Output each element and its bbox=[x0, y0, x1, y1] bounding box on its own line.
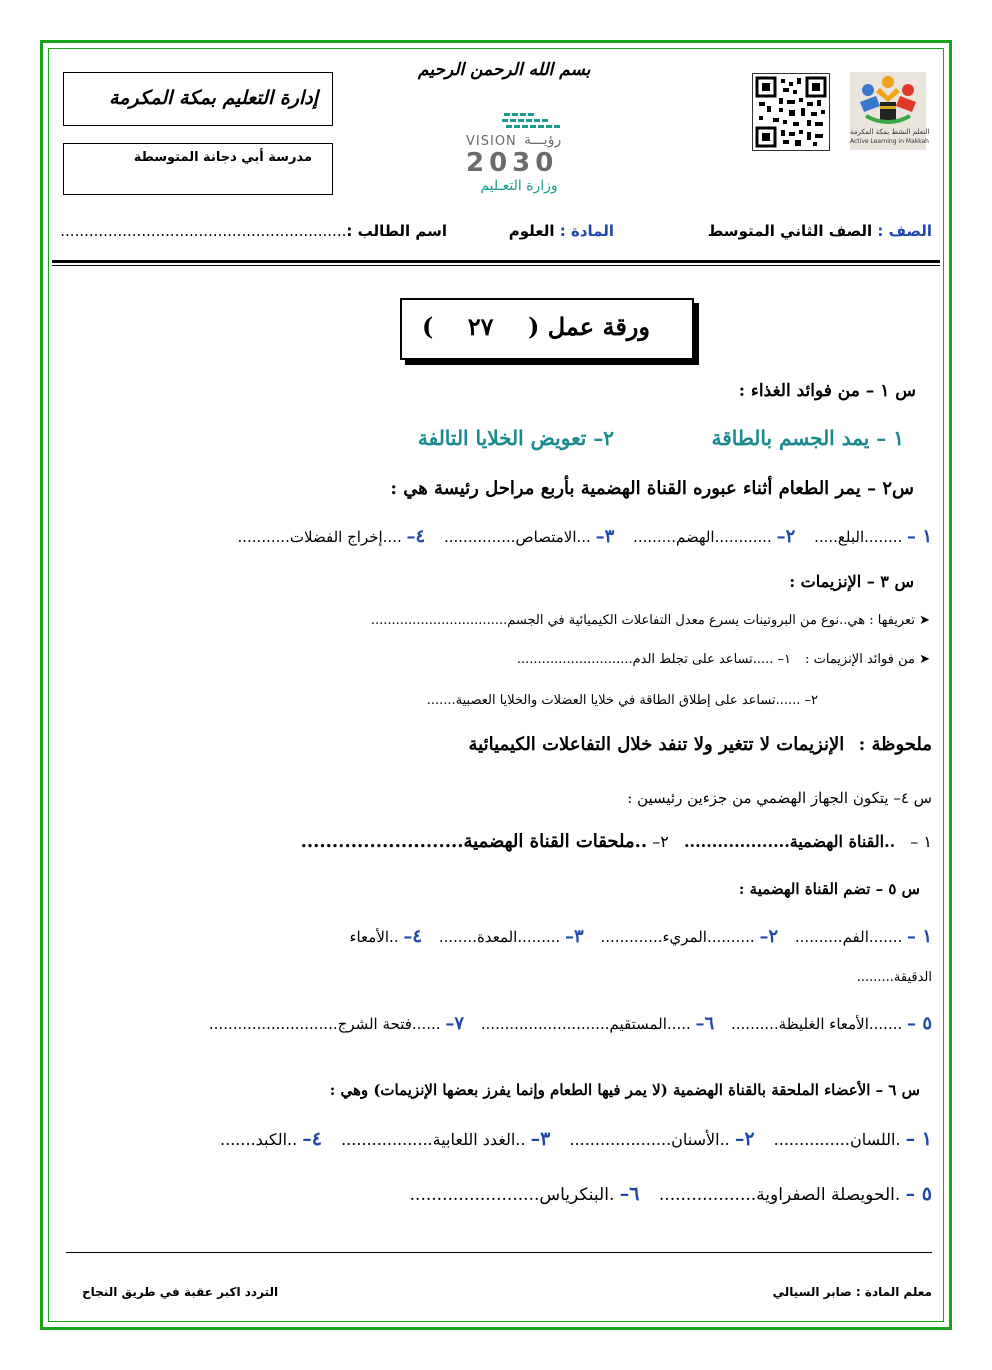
q3-definition bbox=[371, 613, 930, 628]
footer-motto: التردد اكبر عقبة في طريق النجاح bbox=[82, 1285, 279, 1299]
q6-num-1: ١ – bbox=[905, 1128, 932, 1150]
worksheet-title bbox=[422, 312, 650, 341]
q5-row-1 bbox=[349, 926, 932, 947]
header-divider bbox=[52, 260, 940, 263]
subject-field bbox=[509, 222, 614, 240]
q4-num-2: ٢– bbox=[652, 832, 669, 851]
q4-answers-row bbox=[301, 831, 932, 852]
q3-benefits-label: من فوائد الإنزيمات : bbox=[805, 652, 915, 667]
q3-benefit-1[interactable]: .....تساعد على تجلط الدم............................ bbox=[516, 652, 774, 667]
q6-answer-6[interactable]: .البنكرياس........................ bbox=[409, 1185, 615, 1205]
vision-year: 2030 bbox=[466, 148, 559, 178]
q3-def-value[interactable]: نوع من البروتينات يسرع معدل التفاعلات الكيميائية في الجسم................................. bbox=[370, 613, 840, 628]
q3-benefit-2-num: ٢– bbox=[804, 693, 818, 708]
q2-num-2: ٢– bbox=[776, 526, 796, 547]
q5-num-1: ١ – bbox=[907, 926, 932, 947]
admin-box bbox=[63, 72, 333, 126]
q5-answer-5[interactable]: .......الأمعاء الغليظة.......... bbox=[731, 1015, 903, 1033]
grade-field bbox=[708, 222, 932, 240]
q3-benefit-2[interactable]: ......تساعد على إطلاق الطاقة في خلايا العضلات والخلايا العصبية....... bbox=[426, 693, 801, 708]
arrow-bullet-icon: ➤ bbox=[919, 613, 930, 628]
qr-code-icon bbox=[752, 73, 830, 151]
q2-num-1: ١ – bbox=[907, 526, 932, 547]
q2-answers-row bbox=[237, 526, 932, 547]
logo-caption: التعلم النشط بمكة المكرمة bbox=[850, 128, 930, 136]
subject-value: العلوم bbox=[508, 222, 555, 240]
q6-answer-3[interactable]: ..الغدد اللعابية.................. bbox=[341, 1130, 526, 1149]
q6-row-1 bbox=[220, 1128, 932, 1150]
q5-question: س ٥ – تضم القناة الهضمية : bbox=[738, 880, 920, 898]
vision-2030-logo bbox=[466, 108, 578, 198]
q4-num-1: ١ – bbox=[910, 832, 932, 851]
student-dots[interactable]: ............................................................ bbox=[60, 222, 347, 240]
q3-def-label: تعريفها : هي.. bbox=[839, 613, 915, 628]
q5-answer-3[interactable]: .........المعدة........ bbox=[438, 928, 561, 946]
q1-question: س ١ – من فوائد الغذاء : bbox=[738, 381, 916, 401]
q2-answer-4[interactable]: ....إخراج الفضلات........... bbox=[237, 528, 402, 546]
teacher-name: معلم المادة : صابر السيالي bbox=[772, 1285, 932, 1299]
q4-question: س ٤– يتكون الجهاز الهضمي من جزءين رئيسين : bbox=[627, 789, 932, 807]
school-label: مدرسة أبي دجانة المتوسطة bbox=[133, 150, 312, 165]
q6-row-2 bbox=[410, 1183, 932, 1205]
q6-question: س ٦ – الأعضاء الملحقة بالقناة الهضمية (لا يمر فيها الطعام وإنما يفرز بعضها الإنزيمات) وهي : bbox=[329, 1081, 920, 1099]
q2-answer-3[interactable]: ...الامتصاص............... bbox=[443, 528, 591, 546]
note-text: الإنزيمات لا تتغير ولا تنفد خلال التفاعلات الكيميائية bbox=[468, 734, 845, 755]
grade-label: الصف : bbox=[877, 222, 932, 240]
vision-word: VISION bbox=[466, 134, 517, 149]
q6-num-5: ٥ – bbox=[905, 1183, 932, 1205]
subject-label: المادة : bbox=[559, 222, 614, 240]
q2-answer-2[interactable]: ............الهضم......... bbox=[633, 528, 772, 546]
q5-num-3: ٣– bbox=[565, 926, 584, 947]
q6-answer-5[interactable]: .الحويصلة الصفراوية.................. bbox=[658, 1185, 901, 1205]
arrow-bullet-icon: ➤ bbox=[919, 652, 930, 667]
q4-answer-1[interactable]: ..القناة الهضمية................... bbox=[683, 832, 896, 851]
q6-num-3: ٣– bbox=[530, 1128, 551, 1150]
q6-num-4: ٤– bbox=[302, 1128, 322, 1150]
q3-question: س ٣ – الإنزيمات : bbox=[789, 572, 914, 591]
q6-answer-2[interactable]: ..الأسنان.................... bbox=[569, 1130, 730, 1149]
note-label: ملحوظة : bbox=[858, 734, 932, 755]
q5-row-2 bbox=[209, 1013, 932, 1034]
ministry-label: وزارة التعـليم bbox=[480, 178, 558, 194]
q5-num-2: ٢– bbox=[759, 926, 779, 947]
children-kaaba-icon bbox=[850, 72, 926, 128]
q5-answer-2[interactable]: ..........المريء............. bbox=[600, 928, 755, 946]
vision-ar: رؤيـــة bbox=[524, 132, 562, 148]
q5-num-7: ٧– bbox=[445, 1013, 464, 1034]
q5-answer-7[interactable]: ......فتحة الشرج........................... bbox=[208, 1015, 441, 1033]
q2-answer-1[interactable]: ........البلع..... bbox=[814, 528, 903, 546]
q4-answer-2[interactable]: ..ملحقات القناة الهضمية.......................... bbox=[300, 831, 648, 852]
q5-answer-6[interactable]: .....المستقيم........................... bbox=[480, 1015, 691, 1033]
logo-caption-en: Active Learning in Makkah bbox=[850, 138, 929, 145]
title-number: ٢٧ bbox=[467, 312, 494, 341]
q3-benefits bbox=[517, 652, 930, 667]
school-box bbox=[63, 143, 333, 195]
active-learning-logo bbox=[850, 72, 930, 150]
q5-num-6: ٦– bbox=[695, 1013, 715, 1034]
q5-num-4: ٤– bbox=[403, 926, 423, 947]
q3-benefit-1-num: ١– bbox=[777, 652, 792, 667]
title-close: ) bbox=[421, 312, 434, 341]
title-label: ورقة عمل ( bbox=[528, 312, 650, 341]
q6-num-6: ٦– bbox=[619, 1183, 640, 1205]
q5-answer-4[interactable]: ..الأمعاء bbox=[349, 928, 399, 946]
grade-value: الصف الثاني المتوسط bbox=[707, 222, 873, 240]
q2-num-3: ٣– bbox=[595, 526, 615, 547]
q1-answer-2: ٢– تعويض الخلايا التالفة bbox=[417, 426, 614, 450]
q6-num-2: ٢– bbox=[734, 1128, 755, 1150]
q2-num-4: ٤– bbox=[406, 526, 426, 547]
q5-answer-1[interactable]: .......الفم.......... bbox=[794, 928, 903, 946]
bismillah: بسم الله الرحمن الرحيم bbox=[418, 60, 591, 80]
worksheet-title-box bbox=[400, 298, 694, 360]
admin-label: إدارة التعليم بمكة المكرمة bbox=[109, 87, 318, 109]
header-divider-thin bbox=[52, 265, 940, 266]
student-name-field[interactable] bbox=[60, 222, 447, 240]
q5-num-5: ٥ – bbox=[907, 1013, 932, 1034]
note bbox=[469, 734, 932, 755]
q2-question: س٢ – يمر الطعام أثناء عبوره القناة الهضمية بأربع مراحل رئيسة هي : bbox=[390, 478, 914, 499]
q5-answer-4-cont[interactable]: الدقيقة......... bbox=[856, 970, 932, 985]
q6-answer-1[interactable]: .اللسان............... bbox=[773, 1130, 901, 1149]
q1-answer-1: ١ – يمد الجسم بالطاقة bbox=[711, 426, 904, 450]
q3-benefit-2-row bbox=[427, 693, 818, 708]
student-label: اسم الطالب : bbox=[346, 222, 447, 240]
footer-divider bbox=[66, 1252, 932, 1253]
q6-answer-4[interactable]: ..الكبد....... bbox=[220, 1130, 298, 1149]
